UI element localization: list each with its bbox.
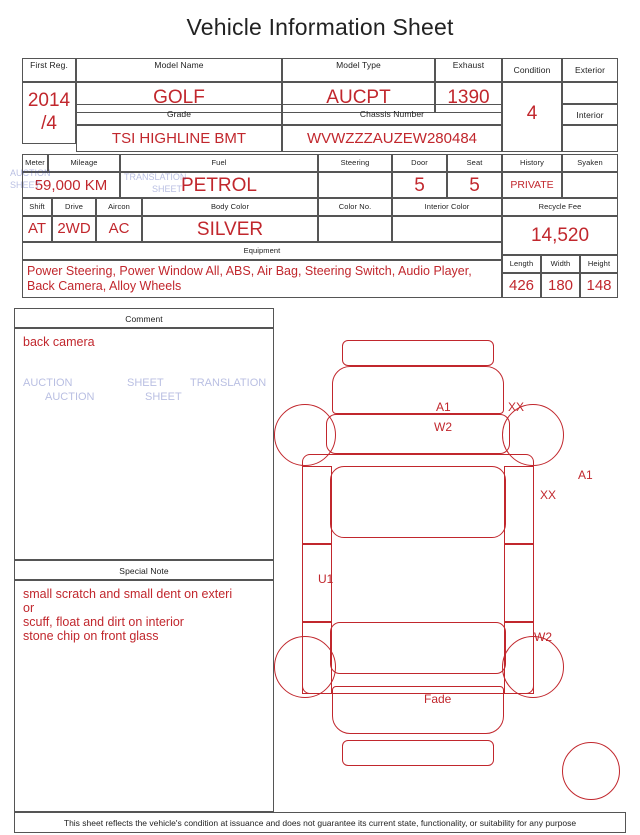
watermark-c: TRANSLATION bbox=[190, 377, 267, 389]
length-label: Length bbox=[509, 259, 534, 268]
watermark-a: AUCTION bbox=[23, 377, 73, 389]
rear-left-wheel bbox=[274, 636, 336, 698]
mileage-value: 59,000 KM bbox=[34, 177, 108, 194]
length-label-cell bbox=[502, 255, 541, 273]
rear-bumper bbox=[342, 740, 494, 766]
width-label-cell bbox=[541, 255, 580, 273]
model-name-value: GOLF bbox=[153, 87, 205, 108]
watermark-mid-c: TRANSLATION bbox=[124, 172, 187, 182]
special-note-line-2: or bbox=[23, 601, 35, 615]
body-color-label-cell bbox=[142, 198, 318, 216]
door-value: 5 bbox=[414, 175, 425, 196]
width-label: Width bbox=[550, 259, 571, 268]
seat-label: Seat bbox=[466, 158, 483, 167]
special-note-label: Special Note bbox=[119, 566, 169, 576]
comment-label: Comment bbox=[125, 314, 163, 324]
recycle-fee-value-cell bbox=[502, 216, 618, 255]
special-note-body-cell bbox=[14, 580, 274, 812]
door-label-cell bbox=[392, 154, 447, 172]
comment-label-cell bbox=[14, 308, 274, 328]
grade-value: TSI HIGHLINE BMT bbox=[111, 130, 247, 147]
special-note-line-4: stone chip on front glass bbox=[23, 629, 159, 643]
drive-value: 2WD bbox=[57, 220, 91, 237]
interior-color-value-cell bbox=[392, 216, 502, 242]
history-value-cell bbox=[502, 172, 562, 198]
chassis-value: WVWZZZAUZEW280484 bbox=[306, 130, 478, 147]
steering-label: Steering bbox=[340, 158, 370, 167]
mileage-value-cell bbox=[22, 172, 120, 198]
door-value-cell bbox=[392, 172, 447, 198]
drive-value-cell bbox=[52, 216, 96, 242]
front-bumper bbox=[342, 340, 494, 366]
damage-mark-xx-right-rear: XX bbox=[540, 488, 557, 502]
watermark-mid-b: SHEET bbox=[152, 184, 183, 194]
damage-mark-xx-right-front: XX bbox=[508, 400, 525, 414]
first-reg-value-cell bbox=[22, 82, 76, 144]
damage-mark-w2-right-quarter: W2 bbox=[534, 630, 552, 644]
model-type-value: AUCPT bbox=[326, 87, 391, 108]
chassis-label: Chassis Number bbox=[359, 109, 425, 119]
width-value: 180 bbox=[547, 277, 574, 294]
seat-value: 5 bbox=[469, 175, 480, 196]
width-value-cell bbox=[541, 273, 580, 298]
body-color-value-cell bbox=[142, 216, 318, 242]
left-front-door bbox=[302, 466, 332, 544]
exhaust-value: 1390 bbox=[447, 87, 490, 108]
model-type-label-cell bbox=[282, 58, 435, 82]
recycle-fee-label: Recycle Fee bbox=[538, 202, 582, 211]
seat-label-cell bbox=[447, 154, 502, 172]
spare-wheel bbox=[562, 742, 620, 800]
damage-mark-fade-trunk: Fade bbox=[424, 692, 452, 706]
exhaust-label: Exhaust bbox=[452, 60, 485, 70]
drive-label: Drive bbox=[64, 202, 83, 211]
height-value-cell bbox=[580, 273, 618, 298]
equipment-label: Equipment bbox=[243, 246, 281, 255]
right-rear-door bbox=[504, 544, 534, 622]
mileage-label-cell bbox=[48, 154, 120, 172]
grade-value-cell bbox=[76, 125, 282, 152]
drive-label-cell bbox=[52, 198, 96, 216]
special-note-line-1: small scratch and small dent on exteri bbox=[23, 587, 233, 601]
shift-label-cell bbox=[22, 198, 52, 216]
fuel-label: Fuel bbox=[211, 158, 227, 167]
watermark-b: SHEET bbox=[127, 377, 164, 389]
meter-label: Meter bbox=[25, 158, 45, 167]
equipment-value-cell bbox=[22, 260, 502, 298]
interior-color-label: Interior Color bbox=[424, 202, 470, 211]
chassis-value-cell bbox=[282, 125, 502, 152]
equipment-value: Power Steering, Power Window All, ABS, Air Bag, Steering Switch, Audio Player, Back Camera, Alloy Wheels bbox=[27, 264, 472, 293]
aircon-label-cell bbox=[96, 198, 142, 216]
equipment-label-cell bbox=[22, 242, 502, 260]
grade-label: Grade bbox=[166, 109, 192, 119]
front-left-wheel bbox=[274, 404, 336, 466]
color-no-label: Color No. bbox=[338, 202, 372, 211]
height-label-cell bbox=[580, 255, 618, 273]
watermark-left-a: AUCTION bbox=[10, 168, 51, 178]
windshield bbox=[326, 414, 510, 454]
rear-right-wheel bbox=[502, 636, 564, 698]
hood bbox=[332, 366, 504, 414]
condition-label-cell bbox=[502, 58, 562, 82]
history-label-cell bbox=[502, 154, 562, 172]
aircon-value: AC bbox=[108, 220, 130, 237]
fuel-label-cell bbox=[120, 154, 318, 172]
special-note-label-cell bbox=[14, 560, 274, 580]
damage-mark-a1-right-side: A1 bbox=[578, 468, 593, 482]
watermark-b2: SHEET bbox=[145, 391, 182, 403]
fuel-value: PETROL bbox=[180, 175, 258, 196]
rear-glass bbox=[330, 622, 506, 674]
comment-body-cell bbox=[14, 328, 274, 560]
shift-value: AT bbox=[27, 220, 47, 237]
grade-label-cell bbox=[76, 104, 282, 125]
roof-panel bbox=[330, 466, 506, 538]
car-damage-diagram bbox=[274, 308, 626, 812]
damage-mark-u1-left-rear: U1 bbox=[318, 572, 334, 586]
mileage-label: Mileage bbox=[70, 158, 98, 167]
right-front-door bbox=[504, 466, 534, 544]
steering-value-cell bbox=[318, 172, 392, 198]
syaken-value-cell bbox=[562, 172, 618, 198]
body-color-value: SILVER bbox=[196, 219, 264, 240]
length-value: 426 bbox=[508, 277, 535, 294]
aircon-label: Aircon bbox=[108, 202, 130, 211]
history-value: PRIVATE bbox=[510, 179, 554, 191]
recycle-fee-value: 14,520 bbox=[530, 225, 590, 246]
history-label: History bbox=[519, 158, 545, 167]
seat-value-cell bbox=[447, 172, 502, 198]
condition-value: 4 bbox=[526, 103, 538, 124]
height-value: 148 bbox=[586, 277, 612, 294]
chassis-label-cell bbox=[282, 104, 502, 125]
aircon-value-cell bbox=[96, 216, 142, 242]
footer-cell bbox=[14, 812, 626, 833]
first-reg-year: 2014 bbox=[27, 90, 71, 111]
first-reg-month: /4 bbox=[41, 113, 57, 134]
first-reg-label-cell bbox=[22, 58, 76, 82]
model-name-label-cell bbox=[76, 58, 282, 82]
body-color-label: Body Color bbox=[210, 202, 250, 211]
condition-label: Condition bbox=[513, 65, 551, 75]
model-type-label: Model Type bbox=[336, 60, 381, 70]
model-name-label: Model Name bbox=[154, 60, 204, 70]
damage-mark-a1-hood: A1 bbox=[436, 400, 451, 414]
watermark-left-b: SHEET bbox=[10, 180, 41, 190]
watermark-a2: AUCTION bbox=[45, 391, 95, 403]
color-no-label-cell bbox=[318, 198, 392, 216]
page-title: Vehicle Information Sheet bbox=[186, 14, 454, 40]
shift-value-cell bbox=[22, 216, 52, 242]
steering-label-cell bbox=[318, 154, 392, 172]
door-label: Door bbox=[411, 158, 428, 167]
footer-disclaimer: This sheet reflects the vehicle's condition at issuance and does not guarantee its current state, functionality, or suitability for any purpose bbox=[63, 818, 577, 828]
interior-value-cell bbox=[562, 125, 618, 152]
interior-color-label-cell bbox=[392, 198, 502, 216]
fuel-value-cell bbox=[120, 172, 318, 198]
height-label: Height bbox=[587, 259, 611, 268]
color-no-value-cell bbox=[318, 216, 392, 242]
syaken-label-cell bbox=[562, 154, 618, 172]
interior-label: Interior bbox=[576, 110, 604, 120]
comment-text: back camera bbox=[23, 335, 95, 349]
damage-mark-w2-hood: W2 bbox=[434, 420, 452, 434]
special-note-line-3: scuff, float and dirt on interior bbox=[23, 615, 184, 629]
first-reg-label: First Reg. bbox=[30, 60, 68, 70]
meter-label-cell bbox=[22, 154, 48, 172]
trunk bbox=[332, 686, 504, 734]
recycle-fee-label-cell bbox=[502, 198, 618, 216]
exhaust-label-cell bbox=[435, 58, 502, 82]
condition-value-cell bbox=[502, 82, 562, 152]
exterior-label: Exterior bbox=[574, 65, 606, 75]
exterior-label-cell bbox=[562, 58, 618, 82]
shift-label: Shift bbox=[29, 202, 45, 211]
interior-label-cell bbox=[562, 104, 618, 125]
syaken-label: Syaken bbox=[577, 158, 603, 167]
exterior-value-cell bbox=[562, 82, 618, 104]
length-value-cell bbox=[502, 273, 541, 298]
